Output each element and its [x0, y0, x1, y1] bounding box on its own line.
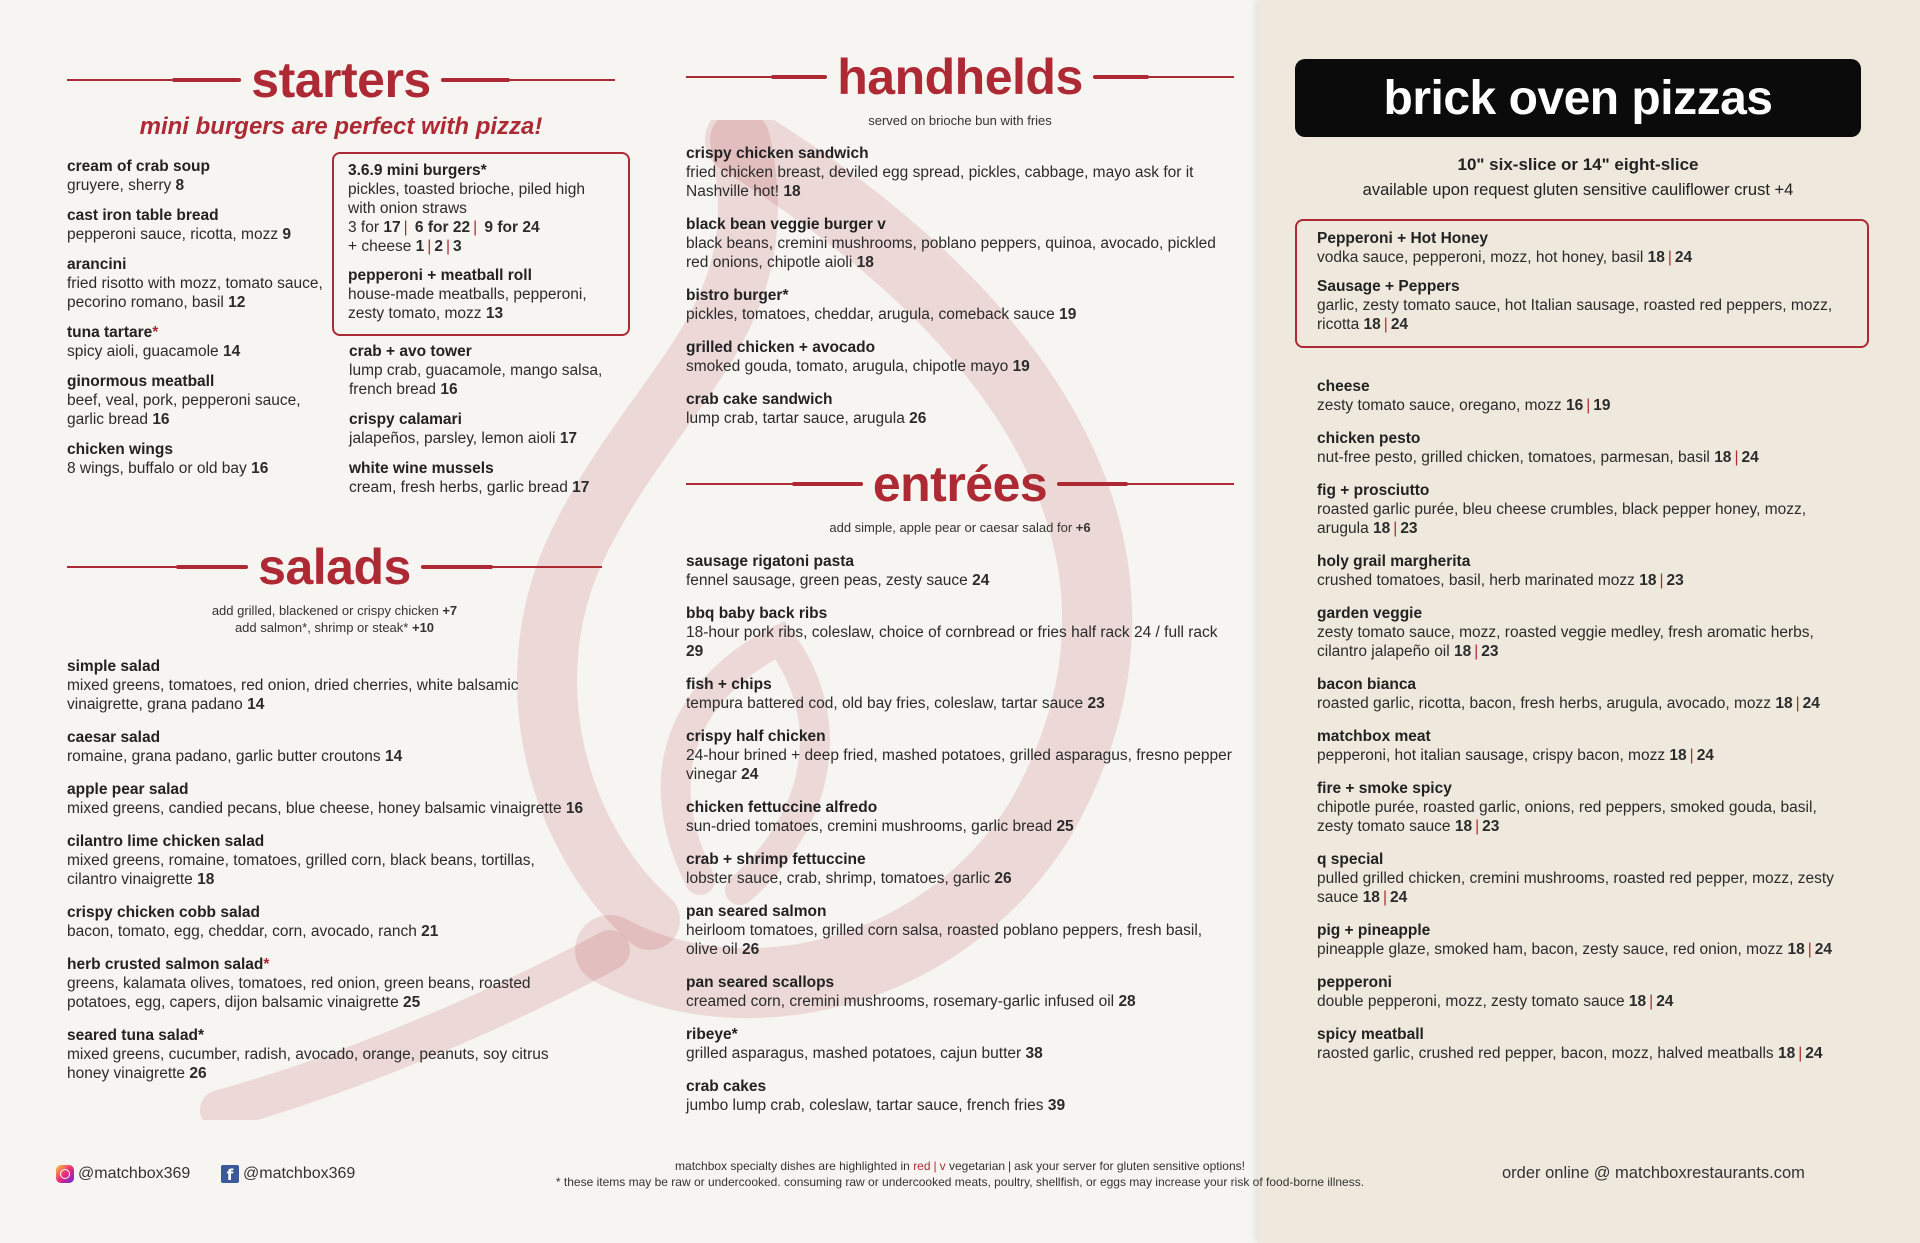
- menu-item[interactable]: [686, 1025, 1234, 1063]
- item-desc: pickles, tomatoes, cheddar, arugula, comeback sauce 19: [686, 306, 1077, 323]
- item-desc: raosted garlic, crushed red pepper, bacon, mozz, halved meatballs 18 | 24: [1317, 1045, 1823, 1062]
- item-name: chicken pesto: [1317, 430, 1421, 447]
- menu-item[interactable]: [1317, 604, 1837, 661]
- item-name: crispy chicken sandwich: [686, 145, 869, 162]
- item-desc: fennel sausage, green peas, zesty sauce 24: [686, 572, 990, 589]
- item-desc: jumbo lump crab, coleslaw, tartar sauce, french fries 39: [686, 1097, 1066, 1114]
- starters-title: starters: [251, 52, 431, 108]
- item-name: cast iron table bread: [67, 207, 219, 224]
- item-name: Pepperoni + Hot Honey: [1317, 230, 1488, 247]
- item-name: fire + smoke spicy: [1317, 780, 1452, 797]
- item-name: apple pear salad: [67, 781, 189, 798]
- menu-item[interactable]: [349, 410, 630, 448]
- salads-title: salads: [258, 539, 411, 595]
- item-desc: house-made meatballs, pepperoni, zesty tomato, mozz 13: [348, 286, 587, 322]
- facebook-icon: f: [221, 1165, 239, 1183]
- item-name: q special: [1317, 851, 1384, 868]
- menu-item[interactable]: [67, 657, 587, 714]
- menu-item[interactable]: [1317, 973, 1837, 1011]
- item-desc: pickles, toasted brioche, piled high with onion straws: [348, 181, 585, 217]
- item-desc: sun-dried tomatoes, cremini mushrooms, garlic bread 25: [686, 818, 1074, 835]
- item-desc: zesty tomato sauce, oregano, mozz 16 | 19: [1317, 397, 1611, 414]
- item-name: crispy chicken cobb salad: [67, 904, 260, 921]
- menu-item[interactable]: [1317, 429, 1837, 467]
- item-name: crispy calamari: [349, 411, 462, 428]
- item-desc: tempura battered cod, old bay fries, coleslaw, tartar sauce 23: [686, 695, 1105, 712]
- item-desc: cream, fresh herbs, garlic bread 17: [349, 479, 590, 496]
- item-desc: lump crab, tartar sauce, arugula 26: [686, 410, 927, 427]
- menu-item[interactable]: [1317, 675, 1837, 713]
- menu-item[interactable]: [686, 798, 1234, 836]
- item-name: tuna tartare*: [67, 324, 159, 341]
- item-name: pan seared scallops: [686, 974, 835, 991]
- item-desc: vodka sauce, pepperoni, mozz, hot honey, basil 18 | 24: [1317, 249, 1693, 266]
- item-desc: lobster sauce, crab, shrimp, tomatoes, garlic 26: [686, 870, 1012, 887]
- menu-item[interactable]: [686, 902, 1234, 959]
- menu-item[interactable]: [686, 215, 1234, 272]
- menu-item[interactable]: [67, 1026, 587, 1083]
- salads-note: add grilled, blackened or crispy chicken +7 add salmon*, shrimp or steak* +10: [211, 603, 458, 635]
- handhelds-title: handhelds: [837, 49, 1083, 105]
- menu-item[interactable]: [686, 286, 1234, 324]
- item-desc: grilled asparagus, mashed potatoes, cajun butter 38: [686, 1045, 1043, 1062]
- item-desc: beef, veal, pork, pepperoni sauce, garlic bread 16: [67, 392, 301, 428]
- salads-heading: [67, 539, 602, 595]
- item-desc: creamed corn, cremini mushrooms, rosemary-garlic infused oil 28: [686, 993, 1136, 1010]
- menu-item[interactable]: [686, 390, 1234, 428]
- menu-item[interactable]: [1317, 552, 1837, 590]
- item-desc: greens, kalamata olives, tomatoes, red onion, green beans, roasted potatoes, egg, capers, dijon balsamic vinaigrette 25: [67, 975, 531, 1011]
- item-desc: mixed greens, cucumber, radish, avocado, orange, peanuts, soy citrus honey vinaigrette 26: [67, 1046, 549, 1082]
- item-name: simple salad: [67, 658, 161, 675]
- item-name: pig + pineapple: [1317, 922, 1431, 939]
- menu-item[interactable]: [686, 1077, 1234, 1115]
- entrees-heading: [686, 456, 1234, 512]
- pizzas-section: [1295, 59, 1861, 200]
- item-desc: roasted garlic, ricotta, bacon, fresh herbs, arugula, avocado, mozz 18 | 24: [1317, 695, 1820, 712]
- item-desc: pineapple glaze, smoked ham, bacon, zesty sauce, red onion, mozz 18 | 24: [1317, 941, 1832, 958]
- menu-item[interactable]: [1317, 481, 1837, 538]
- item-desc: double pepperoni, mozz, zesty tomato sauce 18 | 24: [1317, 993, 1674, 1010]
- facebook-handle: @matchbox369: [243, 1165, 356, 1182]
- pizzas-banner: brick oven pizzas: [1295, 59, 1861, 137]
- item-name: caesar salad: [67, 729, 161, 746]
- item-desc: pepperoni sauce, ricotta, mozz 9: [67, 226, 292, 243]
- item-name: herb crusted salmon salad*: [67, 956, 270, 973]
- menu-item[interactable]: [1317, 921, 1837, 959]
- entrees-list: [686, 552, 1234, 1129]
- salads-section: [67, 539, 602, 636]
- instagram-icon: [56, 1165, 74, 1183]
- starters-subtitle: mini burgers are perfect with pizza!: [139, 113, 543, 140]
- item-desc: romaine, grana padano, garlic butter croutons 14: [67, 748, 403, 765]
- item-name: cilantro lime chicken salad: [67, 833, 265, 850]
- item-name: bbq baby back ribs: [686, 605, 828, 622]
- menu-item[interactable]: [67, 372, 332, 429]
- item-name: fig + prosciutto: [1317, 482, 1430, 499]
- item-name: cheese: [1317, 378, 1370, 395]
- item-desc: fried chicken breast, deviled egg spread, pickles, cabbage, mayo ask for it Nashville hot! 18: [686, 164, 1194, 200]
- item-name: spicy meatball: [1317, 1026, 1424, 1043]
- item-name: chicken wings: [67, 441, 173, 458]
- menu-item[interactable]: [348, 161, 616, 256]
- menu-item[interactable]: [686, 850, 1234, 888]
- entrees-note: add simple, apple pear or caesar salad for +6: [829, 520, 1091, 535]
- item-desc: crushed tomatoes, basil, herb marinated mozz 18 | 23: [1317, 572, 1684, 589]
- menu-item[interactable]: [686, 727, 1234, 784]
- menu-item[interactable]: [67, 323, 332, 361]
- item-desc: mixed greens, candied pecans, blue cheese, honey balsamic vinaigrette 16: [67, 800, 584, 817]
- handhelds-heading: [686, 49, 1234, 105]
- item-desc: zesty tomato sauce, mozz, roasted veggie medley, fresh aromatic herbs, cilantro jalapeño oil 18 | 23: [1317, 624, 1814, 660]
- item-desc: pepperoni, hot italian sausage, crispy bacon, mozz 18 | 24: [1317, 747, 1714, 764]
- starters-right-list: [332, 336, 630, 497]
- item-name: crab cakes: [686, 1078, 767, 1095]
- handhelds-note: served on brioche bun with fries: [868, 113, 1052, 128]
- item-desc: jalapeños, parsley, lemon aioli 17: [349, 430, 578, 447]
- mini-deal-line: 3 for 17 | 6 for 22 | 9 for 24: [348, 219, 540, 236]
- item-name: 3.6.9 mini burgers*: [348, 162, 487, 179]
- item-desc: smoked gouda, tomato, arugula, chipotle mayo 19: [686, 358, 1030, 375]
- item-desc: mixed greens, romaine, tomatoes, grilled corn, black beans, tortillas, cilantro vinaigrette 18: [67, 852, 535, 888]
- starters-heading: [67, 52, 615, 108]
- item-desc: fried risotto with mozz, tomato sauce, pecorino romano, basil 12: [67, 275, 323, 311]
- item-name: holy grail margherita: [1317, 553, 1471, 570]
- menu-item[interactable]: [67, 440, 332, 478]
- menu-item[interactable]: [686, 604, 1234, 661]
- item-name: crab cake sandwich: [686, 391, 833, 408]
- item-name: ribeye*: [686, 1026, 738, 1043]
- menu-item[interactable]: [67, 728, 587, 766]
- item-desc: 18-hour pork ribs, coleslaw, choice of cornbread or fries half rack 24 / full rack 29: [686, 624, 1218, 660]
- item-name: pan seared salmon: [686, 903, 827, 920]
- menu-item[interactable]: [686, 338, 1234, 376]
- item-desc: 24-hour brined + deep fried, mashed potatoes, grilled asparagus, fresno pepper vinegar 24: [686, 747, 1232, 783]
- item-desc: black beans, cremini mushrooms, poblano peppers, quinoa, avocado, pickled red onions, chipotle aioli 18: [686, 235, 1216, 271]
- instagram-handle: @matchbox369: [78, 1165, 191, 1182]
- item-name: pepperoni: [1317, 974, 1392, 991]
- item-desc: chipotle purée, roasted garlic, onions, red peppers, smoked gouda, basil, zesty tomato sauce 18 | 23: [1317, 799, 1817, 835]
- salads-list: [67, 657, 587, 1097]
- starters-section: [67, 52, 615, 141]
- item-desc: pulled grilled chicken, cremini mushrooms, roasted red pepper, mozz, zesty sauce 18 | 24: [1317, 870, 1834, 906]
- menu-item[interactable]: [686, 552, 1234, 590]
- item-name: crab + shrimp fettuccine: [686, 851, 866, 868]
- menu-item[interactable]: [1317, 850, 1837, 907]
- item-name: pepperoni + meatball roll: [348, 267, 532, 284]
- item-desc: garlic, zesty tomato sauce, hot Italian sausage, roasted red peppers, mozz, ricotta 18 | 24: [1317, 297, 1833, 333]
- menu-item[interactable]: [67, 206, 332, 244]
- menu-item[interactable]: [1317, 1025, 1837, 1063]
- menu-item[interactable]: [686, 973, 1234, 1011]
- item-desc: mixed greens, tomatoes, red onion, dried cherries, white balsamic vinaigrette, grana padano 14: [67, 677, 519, 713]
- mini-cheese-line: + cheese 1 | 2 | 3: [348, 238, 462, 255]
- instagram-link[interactable]: [56, 1165, 190, 1183]
- footer-line-2: * these items may be raw or undercooked. consuming raw or undercooked meats, poultry, shellfish, or eggs may increase your risk of food-borne illness.: [555, 1175, 1365, 1189]
- item-desc: lump crab, guacamole, mango salsa, french bread 16: [349, 362, 603, 398]
- item-name: ginormous meatball: [67, 373, 215, 390]
- item-name: sausage rigatoni pasta: [686, 553, 854, 570]
- item-name: grilled chicken + avocado: [686, 339, 876, 356]
- item-name: crispy half chicken: [686, 728, 826, 745]
- item-desc: spicy aioli, guacamole 14: [67, 343, 241, 360]
- item-name: fish + chips: [686, 676, 772, 693]
- starters-left-list: [67, 157, 332, 489]
- menu-item[interactable]: [349, 459, 630, 497]
- menu-item[interactable]: [349, 342, 630, 399]
- menu-item[interactable]: [1317, 377, 1837, 415]
- item-name: arancini: [67, 256, 127, 273]
- item-desc: bacon, tomato, egg, cheddar, corn, avocado, ranch 21: [67, 923, 439, 940]
- menu-item[interactable]: [1317, 229, 1855, 267]
- item-desc: gruyere, sherry 8: [67, 177, 185, 194]
- menu-item[interactable]: [67, 903, 587, 941]
- mini-burgers-box: [332, 152, 630, 336]
- menu-item[interactable]: [686, 675, 1234, 713]
- menu-item[interactable]: [67, 255, 332, 312]
- item-name: chicken fettuccine alfredo: [686, 799, 878, 816]
- item-name: bistro burger*: [686, 287, 789, 304]
- menu-item[interactable]: [67, 832, 587, 889]
- pizza-list: [1317, 377, 1837, 1077]
- menu-item[interactable]: [67, 955, 587, 1012]
- menu-item[interactable]: [67, 780, 587, 818]
- menu-item[interactable]: [686, 144, 1234, 201]
- pizza-gf-line: available upon request gluten sensitive cauliflower crust +4: [1362, 181, 1794, 199]
- item-name: matchbox meat: [1317, 728, 1431, 745]
- item-desc: roasted garlic purée, bleu cheese crumbles, black pepper honey, mozz, arugula 18 | 23: [1317, 501, 1807, 537]
- menu-item[interactable]: [1317, 277, 1855, 334]
- item-desc: 8 wings, buffalo or old bay 16: [67, 460, 269, 477]
- pizza-size-line: 10" six-slice or 14" eight-slice: [1457, 155, 1699, 174]
- handhelds-section: [686, 49, 1234, 129]
- menu-item[interactable]: [67, 157, 332, 195]
- starters-right-column: [332, 152, 630, 508]
- item-name: seared tuna salad*: [67, 1027, 204, 1044]
- featured-pizzas-box: [1295, 219, 1869, 348]
- entrees-title: entrées: [872, 456, 1048, 512]
- handhelds-list: [686, 144, 1234, 442]
- menu-item[interactable]: [1317, 779, 1837, 836]
- item-desc: nut-free pesto, grilled chicken, tomatoes, parmesan, basil 18 | 24: [1317, 449, 1759, 466]
- item-desc: heirloom tomatoes, grilled corn salsa, roasted poblano peppers, fresh basil, olive oil 26: [686, 922, 1203, 958]
- facebook-link[interactable]: [221, 1165, 355, 1183]
- footer-line-1: matchbox specialty dishes are highlighted in red | v vegetarian | ask your server for gluten sensitive options!: [675, 1159, 1245, 1173]
- item-name: Sausage + Peppers: [1317, 278, 1460, 295]
- order-online-link[interactable]: order online @ matchboxrestaurants.com: [1502, 1164, 1805, 1182]
- footer-disclaimer: [440, 1158, 1480, 1190]
- item-name: white wine mussels: [349, 460, 494, 477]
- menu-item[interactable]: [1317, 727, 1837, 765]
- item-name: garden veggie: [1317, 605, 1423, 622]
- menu-item[interactable]: [348, 266, 616, 323]
- entrees-section: [686, 456, 1234, 536]
- item-name: cream of crab soup: [67, 158, 210, 175]
- item-name: black bean veggie burger v: [686, 216, 886, 233]
- item-name: bacon bianca: [1317, 676, 1417, 693]
- item-name: crab + avo tower: [349, 343, 472, 360]
